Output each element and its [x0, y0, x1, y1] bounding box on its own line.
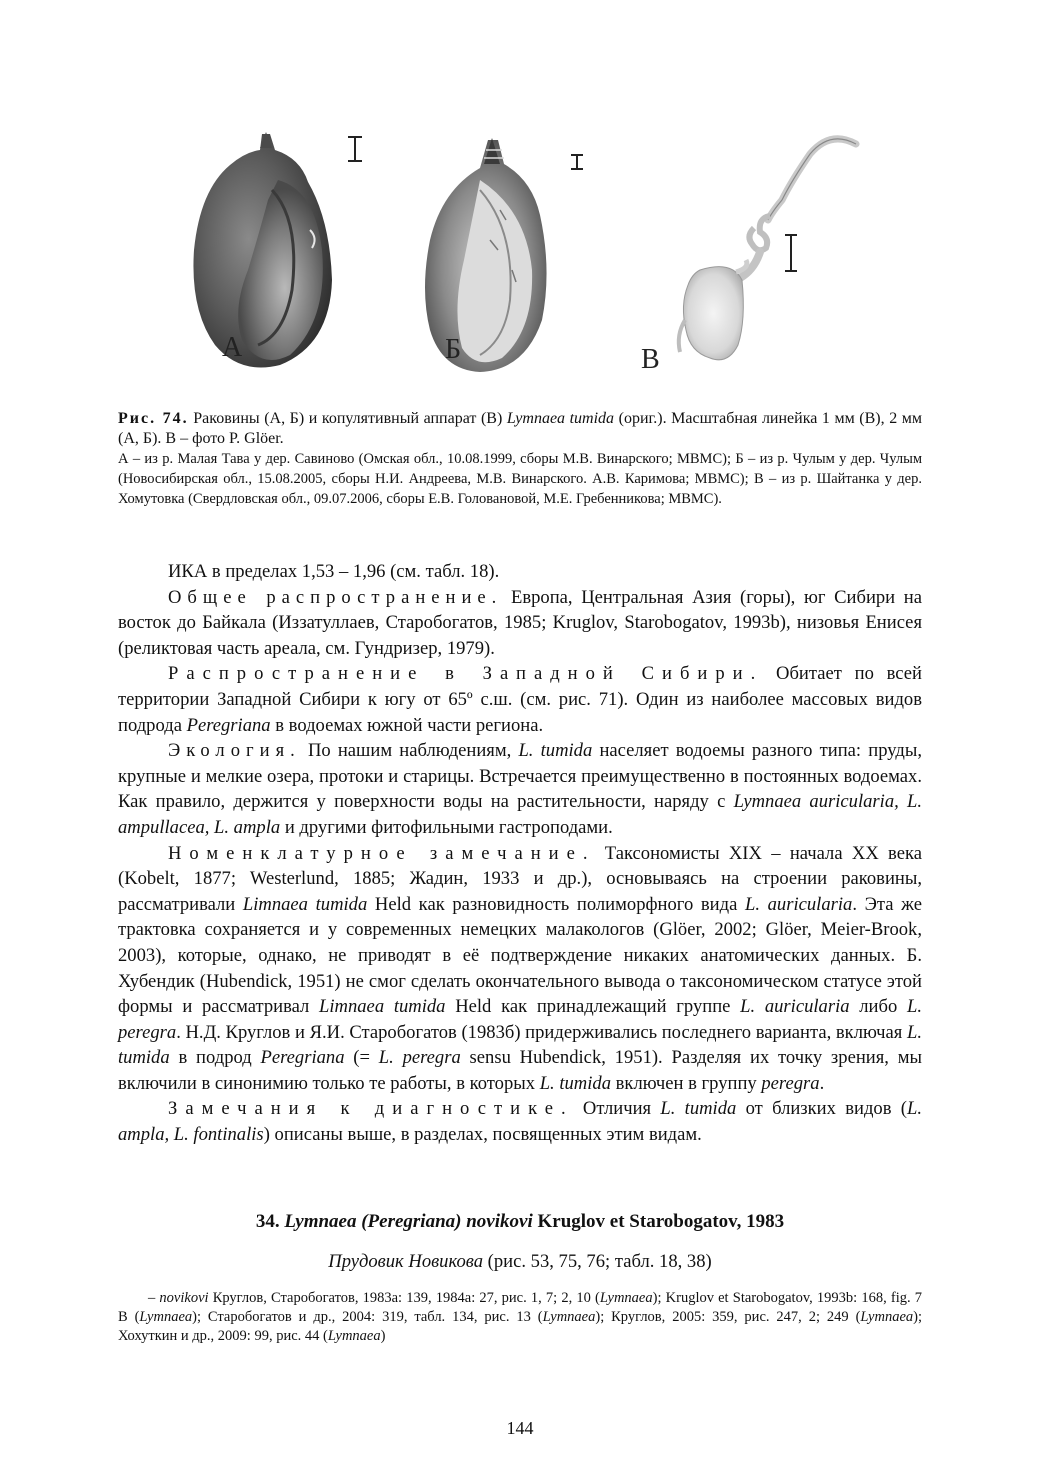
paragraph-diagnostics — [118, 1096, 922, 1147]
text: . Н.Д. Круглов и Я.И. Старобогатов (1983б) придерживались последнего варианта, включая — [176, 1021, 907, 1043]
species-heading — [118, 1211, 922, 1233]
taxon-name: Lymnaea — [599, 1290, 653, 1306]
section-label: Экология. — [168, 740, 301, 762]
text: Европа, Центральная Азия (горы), юг Сибири на восток до Байкала (Иззатуллаев, Старобогатов, 1985; Kruglov, Starobogatov, 1993b), низовья Енисея (реликтовая часть ареала, см. Гундризер, 1979). — [118, 586, 922, 659]
text: ) — [380, 1328, 386, 1344]
copulatory-apparatus-image — [679, 139, 856, 360]
paragraph-ika — [118, 559, 922, 585]
body-text — [118, 559, 922, 1148]
paragraph-general-distribution — [118, 585, 922, 662]
caption-species: Lymnaea tumida — [506, 410, 615, 427]
section-label: Номенклатурное замечание. — [168, 842, 596, 864]
text: ); Круглов, 2005: 359, рис. 247, 2; 249 ( — [595, 1309, 861, 1325]
text: ); Kruglov et Starobogatov, 1993b: 168, fig. 7 В ( — [118, 1290, 923, 1325]
text: от близких видов ( — [736, 1098, 907, 1120]
text: ИКА в пределах 1,53 – 1,96 (см. табл. 18). — [168, 561, 500, 582]
taxon-name: L. peregra — [118, 996, 922, 1043]
scale-bar-b — [571, 154, 583, 170]
taxon-name: Lymnaea — [327, 1328, 381, 1344]
text: По нашим наблюдениям, — [300, 740, 519, 762]
text: Таксономисты XIX – начала XX века (Kobelt, 1877; Westerlund, 1885; Жадин, 1933 и др.), основываясь на строении раковины, рассматривали — [118, 842, 922, 915]
caption-label: Рис. 74. — [118, 410, 189, 427]
text: включен в группу — [611, 1072, 762, 1094]
taxon-name: L. tumida — [518, 740, 593, 762]
taxon-name: Lymnaea — [542, 1309, 596, 1325]
text: Held как разновидность полиморфного вида — [367, 893, 745, 915]
figure-caption — [118, 409, 922, 509]
text: в водоемах южной части региона. — [270, 714, 544, 736]
section-label: Распространение в Западной Сибири. — [168, 663, 764, 685]
text: и другими фитофильными гастроподами. — [280, 816, 613, 838]
species-common-name — [118, 1251, 922, 1273]
text: ); Хохуткин и др., 2009: 99, рис. 44 ( — [118, 1309, 922, 1344]
taxon-name: L. auricularia — [740, 996, 850, 1018]
text: . Эта же трактовка сохраняется и у современных немецких малакологов (Glöer, 2002; Glöer, Meier-Brook, 2003), которые, однако, не приводят в её подтверждение никаких анатомических данных. Б. Хубендик (Hubendick, 1951) не смог сделать окончательного вывода о таксономическом статусе этой формы и рассматривал — [118, 893, 922, 1018]
taxon-name: Lymnaea — [139, 1309, 193, 1325]
caption-text: (ориг.). Масштабная линейка 1 мм (В), 2 мм (А, Б). В – фото P. Glöer. — [118, 410, 923, 447]
taxon-name: peregra — [761, 1072, 820, 1094]
text: ); Старобогатов и др., 2004: 319, табл. 134, рис. 13 ( — [192, 1309, 543, 1325]
caption-detail: А – из р. Малая Тава у дер. Савиново (Омская обл., 10.08.1999, сборы М.В. Винарского; МВМС); Б – из р. Чулым у дер. Чулым (Новосибирская обл., 15.08.2005, сборы Н.И. Андреева, М.В. Винарского. А.В. Каримова; МВМС); В – из р. Шайтанка у дер. Хомутовка (Свердловская обл., 09.07.2006, сборы Е.В. Головановой, М.Е. Гребенникова; МВМС). — [118, 451, 922, 507]
paragraph-west-siberia — [118, 661, 922, 738]
text: ) описаны выше, в разделах, посвященных этим видам. — [263, 1124, 702, 1146]
common-name-refs: (рис. 53, 75, 76; табл. 18, 38) — [483, 1251, 712, 1272]
text: Held как принадлежащий группе — [445, 996, 741, 1018]
section-label: Общее распространение. — [168, 586, 503, 608]
scale-bar-v — [785, 234, 797, 272]
page-number: 144 — [506, 1418, 534, 1438]
taxon-name: L. ampla, L. fontinalis — [118, 1098, 922, 1146]
figure-74 — [180, 120, 880, 390]
figure-letter-a: А — [222, 332, 243, 363]
text: населяет водоемы разного типа: пруды, крупные и мелкие озера, протоки и старицы. Встречается преимущественно в постоянных водоемах. Как правило, держится у поверхности воды на растительности, наряду с — [118, 740, 922, 813]
species-name: Lymnaea (Peregriana) novikovi — [284, 1211, 533, 1232]
taxon-name: Lymnaea — [860, 1309, 914, 1325]
text: . — [819, 1072, 825, 1094]
taxon-name: L. tumida — [539, 1072, 611, 1094]
text: Обитает по всей территории Западной Сибири к югу от 65º с.ш. (см. рис. 71). Один из наиболее массовых видов подрода — [118, 663, 922, 736]
taxon-name: novikovi — [159, 1290, 209, 1306]
synonymy-text — [118, 1289, 922, 1346]
shell-b-image — [425, 138, 547, 372]
paragraph-nomenclature — [118, 841, 922, 1097]
caption-text: Раковины (А, Б) и копулятивный аппарат (В) — [188, 410, 507, 427]
text: в подрод — [169, 1047, 261, 1069]
common-name: Прудовик Новикова — [328, 1251, 484, 1272]
text: Круглов, Старобогатов, 1983а: 139, 1984а: 27, рис. 1, 7; 2, 10 ( — [208, 1290, 600, 1306]
taxon-name: Limnaea tumida — [242, 893, 368, 915]
taxon-name: Peregriana — [186, 714, 271, 736]
taxon-name: L. auricularia — [744, 893, 853, 915]
species-author: Kruglov et Starobogatov, 1983 — [532, 1211, 785, 1232]
text: либо — [849, 996, 907, 1018]
paragraph-ecology — [118, 738, 922, 840]
taxon-name: L. peregra — [378, 1047, 461, 1069]
text: Отличия — [573, 1098, 661, 1120]
taxon-name: Limnaea tumida — [319, 996, 446, 1018]
text: (= — [344, 1047, 379, 1069]
caption-main — [118, 409, 922, 449]
synonymy — [118, 1289, 922, 1346]
taxon-name: Lymnaea auricularia, L. ampullacea, L. ampla — [118, 791, 922, 838]
taxon-name: L. tumida — [660, 1098, 737, 1120]
text: – — [148, 1290, 160, 1306]
taxon-name: Peregriana — [260, 1047, 345, 1069]
figure-letter-v: В — [641, 344, 660, 375]
text: sensu Hubendick, 1951). Разделяя их точку зрения, мы включили в синонимию только те работы, в которых — [118, 1047, 922, 1094]
shell-a-image — [193, 132, 332, 368]
scale-bar-a — [348, 136, 362, 162]
figure-letter-b: Б — [445, 334, 462, 365]
figure-illustration — [180, 120, 880, 390]
section-label: Замечания к диагностике. — [168, 1098, 574, 1120]
species-number: 34. — [255, 1211, 285, 1232]
taxon-name: L. tumida — [118, 1021, 922, 1069]
